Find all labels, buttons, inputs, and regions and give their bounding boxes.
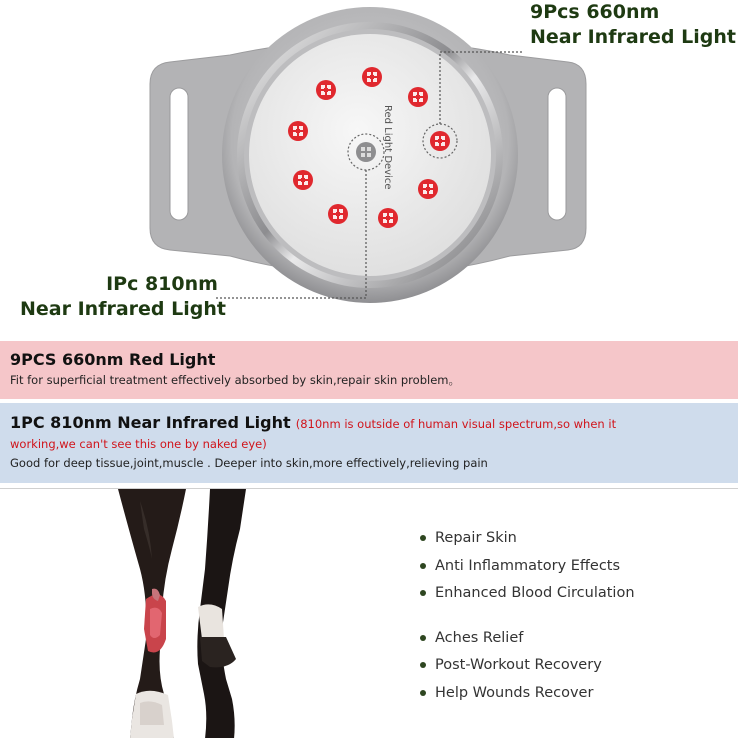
- red-light-band: [0, 341, 738, 399]
- red-light-title: 9PCS 660nm Red Light: [10, 350, 216, 369]
- list-item: Post-Workout Recovery: [418, 654, 718, 682]
- callout-810-line2: Near Infrared Light: [20, 298, 226, 320]
- infrared-note-part1: (810nm is outside of human visual spectrum,so when it: [295, 417, 617, 431]
- led-660-icon: [378, 208, 398, 228]
- infrared-description: Good for deep tissue,joint,muscle . Deeper into skin,more effectively,relieving pain: [10, 456, 488, 470]
- list-item: Repair Skin: [418, 527, 718, 555]
- led-660-icon: [408, 87, 428, 107]
- led-660-icon: [288, 121, 308, 141]
- infrared-light-band: [0, 403, 738, 483]
- list-item: Enhanced Blood Circulation: [418, 582, 718, 610]
- benefits-section: [0, 488, 738, 738]
- strap-slot-right: [548, 88, 566, 220]
- led-660-icon: [418, 179, 438, 199]
- red-light-description: Fit for superficial treatment effectively absorbed by skin,repair skin problem。: [10, 373, 460, 387]
- device-body-label: Red Light Device: [382, 105, 393, 190]
- strap-slot-left: [170, 88, 188, 220]
- benefits-list: [418, 527, 718, 709]
- list-item: Help Wounds Recover: [418, 682, 718, 710]
- led-660-icon: [430, 131, 450, 151]
- led-660-icon: [293, 170, 313, 190]
- led-660-icon: [316, 80, 336, 100]
- callout-660-line1: 9Pcs 660nm: [530, 1, 660, 23]
- list-item: Anti Inflammatory Effects: [418, 555, 718, 583]
- infrared-title: 1PC 810nm Near Infrared Light: [10, 413, 291, 432]
- callout-810nm: [20, 272, 226, 322]
- callout-810-line1: IPc 810nm: [106, 273, 218, 295]
- horse-leg-photo: [0, 489, 400, 738]
- callout-660nm: [530, 0, 736, 50]
- device-section: [0, 0, 738, 340]
- list-item: Aches Relief: [418, 627, 718, 655]
- callout-660-line2: Near Infrared Light: [530, 26, 736, 48]
- infrared-note-part2: working,we can't see this one by naked eye): [10, 437, 267, 451]
- led-660-icon: [328, 204, 348, 224]
- led-660-icon: [362, 67, 382, 87]
